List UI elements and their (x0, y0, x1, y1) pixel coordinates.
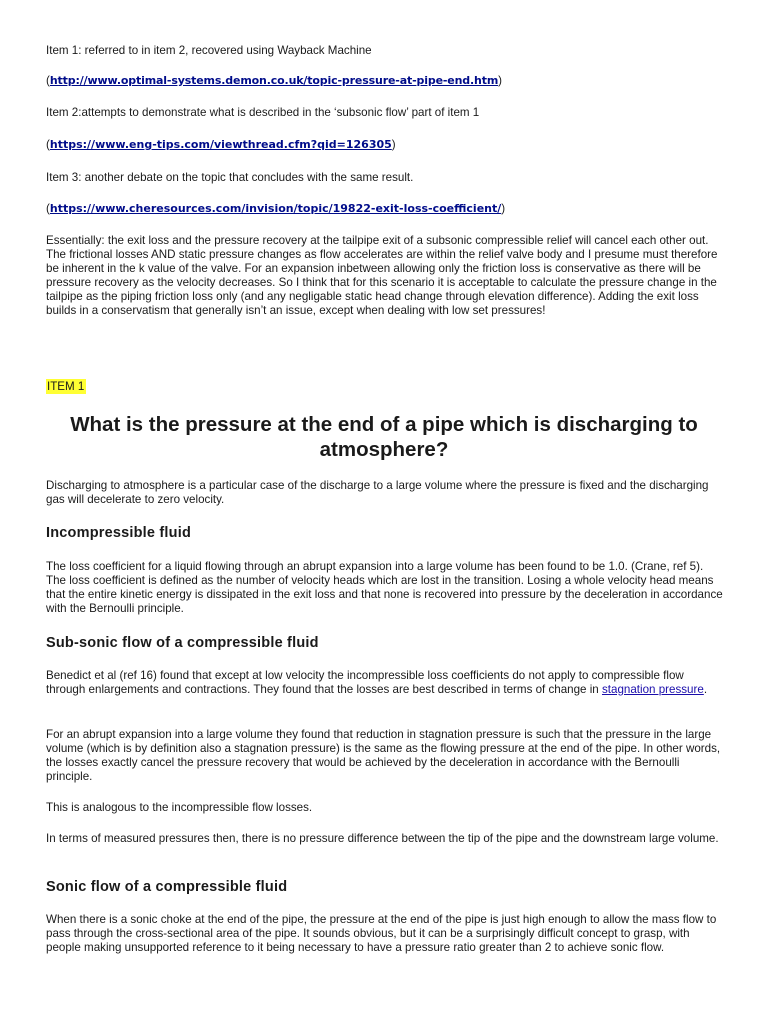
cheresources-link[interactable]: https://www.cheresources.com/invision/topic/19822-exit-loss-coefficient/ (49, 202, 502, 215)
paragraph-subsonic-4: In terms of measured pressures then, there is no pressure difference between the tip of the pipe and the downstream large volume. (46, 832, 719, 845)
heading-subsonic: Sub-sonic flow of a compressible fluid (46, 635, 319, 651)
item2-link-line (46, 138, 396, 152)
item3-link-line (46, 202, 505, 216)
summary-paragraph: Essentially: the exit loss and the pressure recovery at the tailpipe exit of a subsonic compressible relief will cancel each other out. The frictional losses AND static pressure changes as flow accelerates are within the relief valve body and I presume must therefore be inherent in the k value of the valve. For an expansion inbetween allowing only the friction loss is conservative as there will be pressure recovery as the velocity decreases. So I think that for this scenario it is acceptable to calculate the pressure change in the tailpipe as the piping friction loss only (and any negligable static head change through elevation difference). Adding the exit loss builds in a conservatism that generally isn’t an issue, except when dealing with low set pressures! (46, 234, 718, 317)
optimal-systems-link[interactable]: http://www.optimal-systems.demon.co.uk/topic-pressure-at-pipe-end.htm (49, 74, 499, 87)
article-title: What is the pressure at the end of a pipe which is discharging to atmosphere? (70, 413, 698, 461)
open-paren: ( (46, 138, 50, 151)
item3-text: Item 3: another debate on the topic that concludes with the same result. (46, 171, 414, 184)
close-paren: ) (498, 74, 503, 87)
article-intro: Discharging to atmosphere is a particular case of the discharge to a large volume where the pressure is fixed and the discharging gas will decelerate to zero velocity. (46, 479, 709, 506)
subsonic-1-text: Benedict et al (ref 16) found that except at low velocity the incompressible loss coefficients do not apply to compressible flow through enlargements and contractions. They found that the losses are best described in terms of change in (46, 669, 684, 696)
item1-highlight-label: ITEM 1 (47, 380, 85, 393)
paragraph-sonic: When there is a sonic choke at the end of the pipe, the pressure at the end of the pipe is just high enough to allow the mass flow to pass through the cross-sectional area of the pipe. It sounds obvious, but it can be a surprisingly difficult concept to grasp, with people making unsupported reference to it being necessary to have a pressure ratio greater than 2 to achieve sonic flow. (46, 913, 717, 954)
stagnation-pressure-link[interactable]: stagnation pressure (601, 683, 704, 696)
heading-incompressible: Incompressible fluid (46, 525, 191, 541)
item1-text: Item 1: referred to in item 2, recovered using Wayback Machine (46, 44, 372, 57)
item1-link-line (46, 74, 502, 88)
open-paren: ( (46, 202, 50, 215)
close-paren: ) (391, 138, 396, 151)
item2-text: Item 2:attempts to demonstrate what is described in the ‘subsonic flow’ part of item 1 (46, 106, 480, 119)
close-paren: ) (501, 202, 506, 215)
paragraph-incompressible: The loss coefficient for a liquid flowing through an abrupt expansion into a large volume has been found to be 1.0. (Crane, ref 5). The loss coefficient is defined as the number of velocity heads which are lost in the transition. Losing a whole velocity head means that the entire kinetic energy is dissipated in the exit loss and that none is recovered into pressure by the deceleration in accordance with the Bernoulli principle. (46, 560, 723, 615)
open-paren: ( (46, 74, 50, 87)
eng-tips-link[interactable]: https://www.eng-tips.com/viewthread.cfm?qid=126305 (49, 138, 392, 151)
paragraph-subsonic-3: This is analogous to the incompressible flow losses. (46, 801, 313, 814)
subsonic-1-period: . (703, 683, 708, 696)
heading-sonic: Sonic flow of a compressible fluid (46, 879, 288, 895)
paragraph-subsonic-1 (46, 669, 726, 697)
paragraph-subsonic-2: For an abrupt expansion into a large volume they found that reduction in stagnation pressure is such that the pressure in the large volume (which is by definition also a stagnation pressure) is the same as the flowing pressure at the end of the pipe. In other words, the losses exactly cancel the pressure recovery that would be achieved by the deceleration in accordance with the Bernoulli principle. (46, 728, 721, 783)
